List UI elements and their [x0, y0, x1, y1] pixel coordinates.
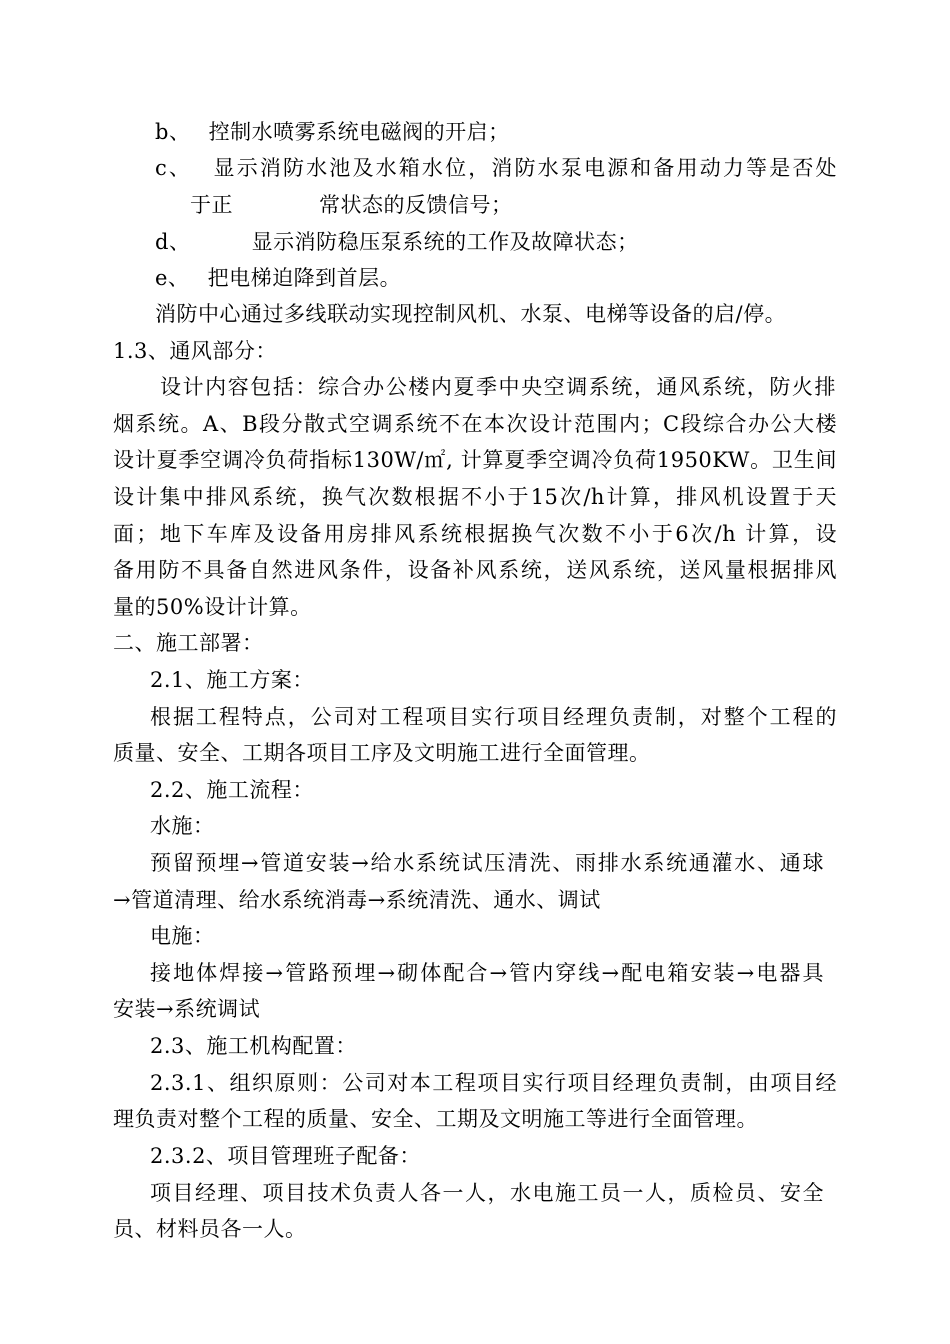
ventilation-paragraph-line-5: 面；地下车库及设备用房排风系统根据换气次数不小于6次/h 计算，设 — [113, 522, 837, 546]
ventilation-paragraph-line-6: 备用防不具备自然进风条件，设备补风系统，送风系统，送风量根据排风 — [113, 558, 837, 582]
section-heading-construction-deployment: 二、施工部署： — [113, 631, 264, 655]
water-process-line-2: →管道清理、给水系统消毒→系统清洗、通水、调试 — [113, 888, 601, 912]
ventilation-paragraph-line-4: 设计集中排风系统，换气次数根据不小于15次/h计算，排风机设置于天 — [113, 485, 837, 509]
construction-plan-line-1: 根据工程特点，公司对工程项目实行项目经理负责制，对整个工程的 — [150, 705, 837, 729]
ventilation-paragraph-line-1: 设计内容包括：综合办公楼内夏季中央空调系统，通风系统，防火排 — [160, 375, 836, 399]
water-process-line-1: 预留预埋→管道安装→给水系统试压清洗、雨排水系统通灌水、通球 — [150, 851, 824, 875]
list-item-e: e、 把电梯迫降到首层。 — [155, 266, 402, 290]
construction-plan-line-2: 质量、安全、工期各项目工序及文明施工进行全面管理。 — [113, 741, 651, 765]
ventilation-paragraph-line-2: 烟系统。A、B段分散式空调系统不在本次设计范围内；C段综合办公大楼 — [113, 412, 837, 436]
subsection-heading-construction-plan: 2.1、施工方案： — [150, 668, 314, 692]
electrical-construction-label: 电施： — [150, 924, 215, 948]
ventilation-paragraph-line-7: 量的50%设计计算。 — [113, 595, 312, 619]
electrical-process-line-2: 安装→系统调试 — [113, 997, 261, 1021]
water-construction-label: 水施： — [150, 814, 215, 838]
electrical-process-line-1: 接地体焊接→管路预埋→砌体配合→管内穿线→配电箱安装→电器具 — [150, 961, 824, 985]
organization-principle-line-2: 理负责对整个工程的质量、安全、工期及文明施工等进行全面管理。 — [113, 1107, 758, 1131]
list-item-c: c、 显示消防水池及水箱水位，消防水泵电源和备用动力等是否处 — [155, 156, 837, 180]
section-heading-ventilation: 1.3、通风部分： — [113, 339, 277, 363]
management-team-line-2: 员、材料员各一人。 — [113, 1217, 307, 1241]
subsection-heading-organization: 2.3、施工机构配置： — [150, 1034, 357, 1058]
list-item-b: b、 控制水喷雾系统电磁阀的开启； — [155, 120, 510, 144]
list-item-c-continued: 于正 常状态的反馈信号； — [190, 193, 513, 217]
organization-principle-line-1: 2.3.1、组织原则：公司对本工程项目实行项目经理负责制，由项目经 — [150, 1071, 837, 1095]
list-item-d: d、 显示消防稳压泵系统的工作及故障状态； — [155, 230, 639, 254]
paragraph-fire-control-center: 消防中心通过多线联动实现控制风机、水泵、电梯等设备的启/停。 — [155, 302, 787, 326]
subsection-heading-construction-process: 2.2、施工流程： — [150, 778, 314, 802]
ventilation-paragraph-line-3: 设计夏季空调冷负荷指标130W/㎡, 计算夏季空调冷负荷1950KW。卫生间 — [113, 448, 837, 472]
subsection-heading-management-team: 2.3.2、项目管理班子配备： — [150, 1144, 421, 1168]
management-team-line-1: 项目经理、项目技术负责人各一人，水电施工员一人，质检员、安全 — [150, 1181, 824, 1205]
